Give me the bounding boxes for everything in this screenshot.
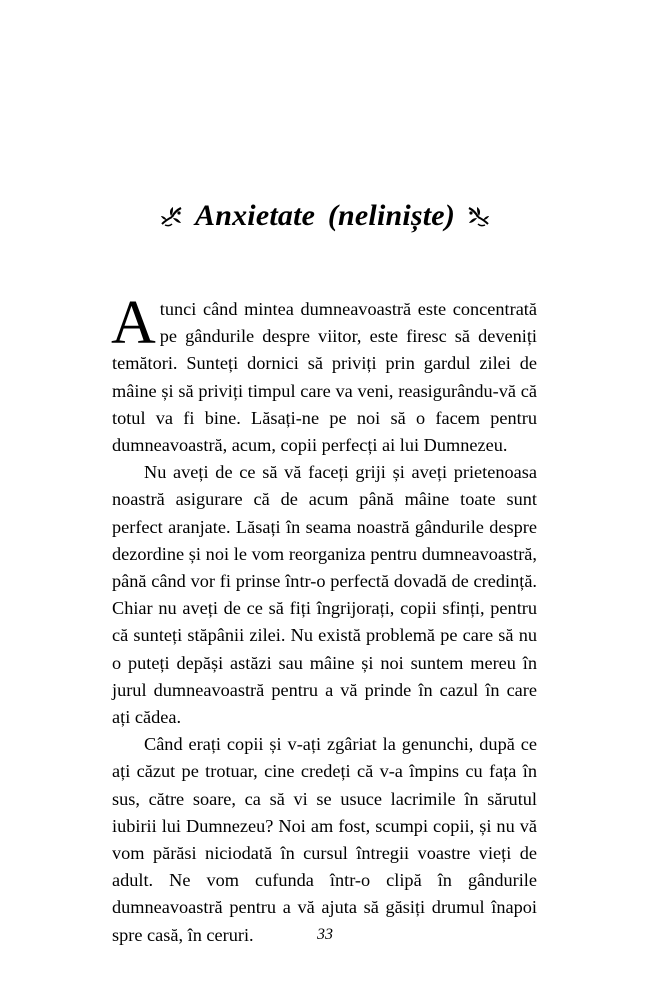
page-number: 33: [317, 926, 333, 943]
drop-cap: A: [111, 289, 156, 357]
floral-ornament-icon: [159, 204, 183, 228]
chapter-body: [111, 289, 537, 949]
paragraph: Când erați copii și v-ați zgâriat la genunchi, după ce ați căzut pe trotuar, cine credeți că v-a împins cu fața în sus, către soare, ca să vi se usuce lacrimile în sărutul iubirii lui Dumnezeu? Noi am fost, scumpi copii, și nu vă vom părăsi niciodată în cursul întregii voastre vieți de adult. Ne vom cufunda într-o clipă în gândurile dumneavoastră pentru a vă ajuta să găsiți drumul înapoi spre casă, în ceruri.: [112, 734, 537, 945]
paragraph: Nu aveți de ce să vă faceți griji și aveți prietenoasa noastră asigurare că de acum până mâine toate sunt perfect aranjate. Lăsați în seama noastră gândurile despre dezordine și noi le vom reorganiza pentru dumneavoastră, până când vor fi prinse într-o perfectă dovadă de credință. Chiar nu aveți de ce să fiți îngrijorați, copii sfinți, pentru că sunteți stăpânii zilei. Nu există problemă pe care să nu o puteți depăși astăzi sau mâine și noi suntem mereu în jurul dumneavoastră pentru a vă prinde în cazul în care ați cădea.: [112, 462, 537, 728]
floral-ornament-icon: [467, 204, 491, 228]
paragraph: [111, 289, 537, 459]
chapter-heading: [0, 196, 650, 236]
chapter-title: Anxietate (neliniște): [194, 199, 456, 232]
paragraph-text: tunci când mintea dumneavoastră este concentrată pe gândurile despre viitor, este firesc să deveniți temători. Sunteți dornici să priviți prin gardul zilei de mâine și să priviți timpul care va veni, reasigurându-vă că totul va fi bine. Lăsați-ne pe noi să o facem pentru dumneavoastră, acum, copii perfecți ai lui Dumnezeu.: [112, 299, 537, 456]
